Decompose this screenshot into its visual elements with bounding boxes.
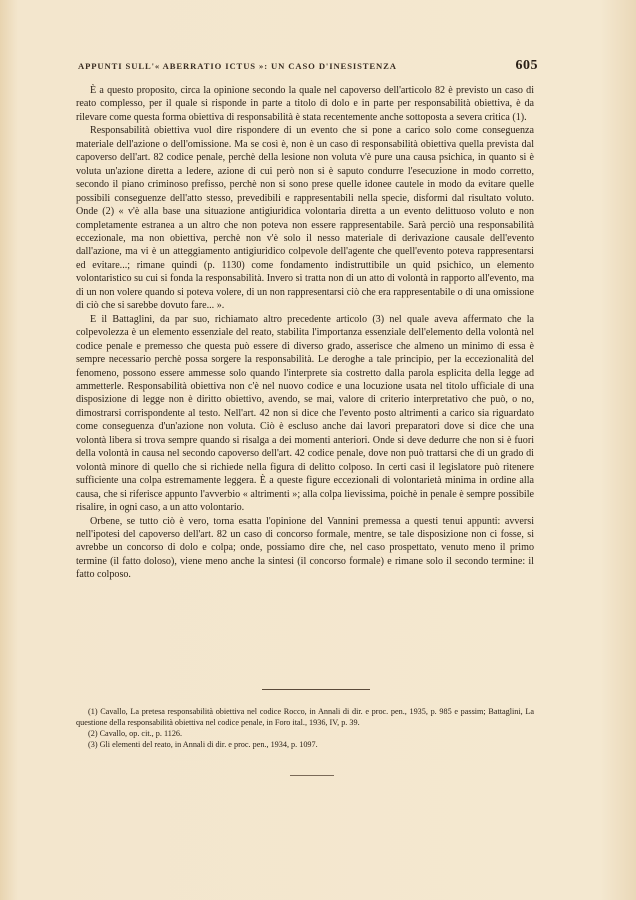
running-title: APPUNTI SULL'« ABERRATIO ICTUS »: UN CASO D'INESISTENZA <box>78 61 397 71</box>
paragraph-2: Responsabilità obiettiva vuol dire rispondere di un evento che si pone a carico solo come conseguenza materiale dell'azione o dell'omissione. Ma se così è, non è un caso di responsabilità obiettiva quella prevista dal capoverso dell'art. 82 codice penale, perchè della lesione non voluta v'è pure una causa psichica, in quanto si è voluta un'azione diretta a ledere, azione di cui però non si è saputo condurre l'esecuzione in modo corretto, secondo il piano criminoso prefisso, perchè non si sono prese quelle idonee cautele in modo da evitare quelle possibili conseguenze dell'atto stesso, prevedibili e rappresentabili nella specie, disformi dal risultato voluto. Onde (2) « v'è alla base una situazione antigiuridica volontaria diretta a un evento delittuoso voluto e non completamente estranea a un altro che non poteva non essere rappresentabile. Sarà perciò una responsabilità eccezionale, ma non obiettiva, perchè non v'è solo il nesso materiale di derivazione causale dell'evento dall'azione, ma vi è un atteggiamento antigiuridico colpevole dell'agente che quell'evento poteva rappresentarsi ed evitare...; rimane quindi (p. 1130) come fondamento indistruttibile un quid psichico, un elemento volontaristico su cui si fonda la responsabilità. Invero si tratta non di un atto di volontà in rapporto all'evento, ma di un non volere quando si poteva volere, di un non rappresentarsi ciò che era rappresentabile o di una omissione di ciò che si sarebbe dovuto fare... ». <box>76 125 534 312</box>
paragraph-1: È a questo proposito, circa la opinione secondo la quale nel capoverso dell'articolo 82 è previsto un caso di reato complesso, per il quale si risponde in parte a titolo di dolo e in parte per responsabilità obiettiva, è da rilevare come questa forma obiettiva di responsabilità è stata recentemente anche sottoposta a severa critica (1). <box>76 85 534 123</box>
page-number: 605 <box>515 58 538 73</box>
footnote-3: (3) Gli elementi del reato, in Annali di dir. e proc. pen., 1934, p. 1097. <box>88 740 318 749</box>
footnote-separator <box>262 689 370 690</box>
footnote-2: (2) Cavallo, op. cit., p. 1126. <box>88 729 183 738</box>
paragraph-4: Orbene, se tutto ciò è vero, torna esatta l'opinione del Vannini premessa a questi tenui appunti: avversi nell'ipotesi del capoverso dell'art. 82 un caso di concorso formale, mentre, se tale disposizione non ci fosse, si avrebbe un concorso di dolo e colpa; onde, possiamo dire che, nel caso prospettato, venuto meno il primo termine (il fatto doloso), viene meno anche la sintesi (il concorso formale) e rimane solo il secondo termine: il fatto colposo. <box>76 515 534 581</box>
paragraph-3: E il Battaglini, da par suo, richiamato altro precedente articolo (3) nel quale aveva affermato che la colpevolezza è un elemento essenziale del reato, stabilita l'importanza essenziale dell'elemento della volontà nel codice penale e premesso che questa può essere di diverso grado, asserisce che almeno un minimo di essa è sempre necessario perchè possa sorgere la responsabilità. Le deroghe a tale principio, per la eccezionalità del fenomeno, possono essere ammesse solo quando l'interprete sia costretto dalla parola esplicita della legge ad ammetterle. Responsabilità obiettiva non c'è nel nuovo codice e una locuzione usata nel titolo ufficiale di una disposizione di legge non è diritto obiettivo, avendo, se mai, valore di criterio interpretativo che può, o no, dimostrarsi corrispondente al testo. Nell'art. 42 non si dice che l'evento posto altrimenti a carico sia riguardato come conseguenza d'un'azione non voluta. Ciò è escluso anche dai lavori preparatori dove si dice che una volontà libera si trova sempre quando si risalga a dei momenti anteriori. Onde si deve dedurre che non si è fuori della volontà in causa nel secondo capoverso dell'art. 42 codice penale, dove non può trattarsi che di un grado di volontà minore di quello che si richiede nella figura di delitto colposo. In certi casi il legislatore può ritenere sufficiente una colpa estremamente leggera. È a queste figure eccezionali di volontarietà minima in ordine alla causa, che si riferisce appunto l'avverbio « altrimenti »; alla colpa lievissima, poichè in penale è sempre possibile risalire, in ogni caso, a un atto volontario. <box>76 313 534 514</box>
page-end-rule <box>290 775 334 776</box>
page-header <box>78 58 538 74</box>
footnote-1: (1) Cavallo, La pretesa responsabilità obiettiva nel codice Rocco, in Annali di dir. e proc. pen., 1935, p. 985 e passim; Battaglini, La questione della responsabilità obiettiva nel codice penale, in Foro ital., 1936, IV, p. 39. <box>76 707 534 727</box>
body-text <box>76 84 534 582</box>
footnotes <box>76 706 534 750</box>
